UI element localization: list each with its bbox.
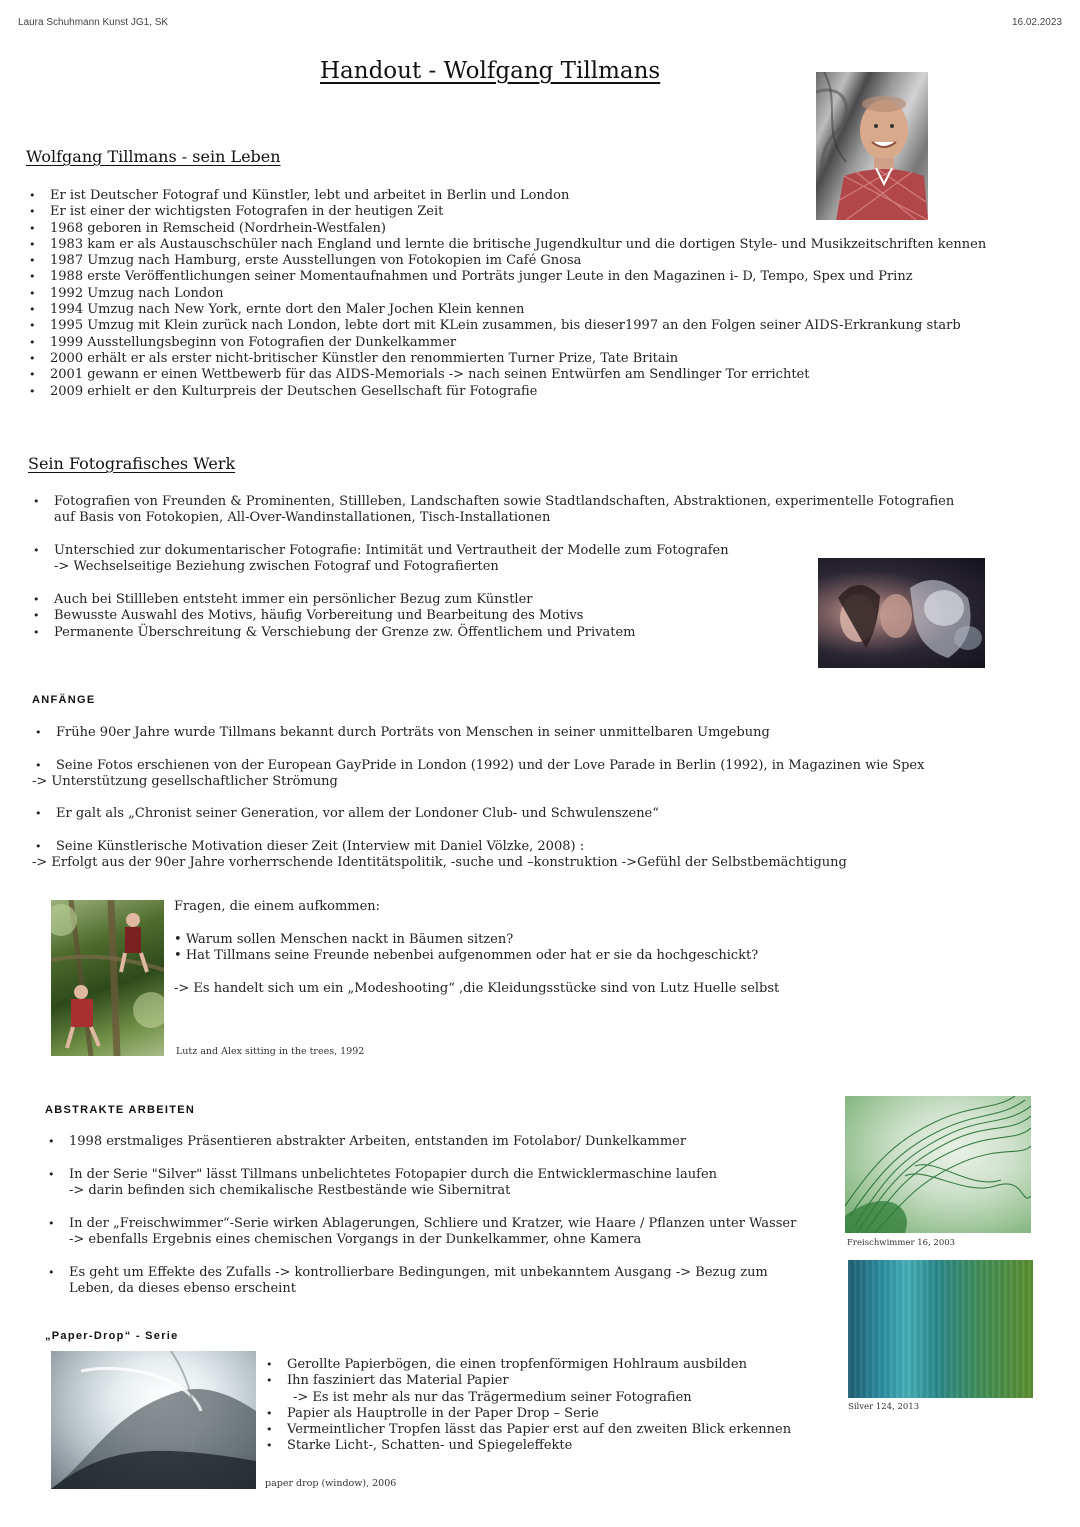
abstrakt-item-1: [45, 1134, 686, 1150]
anfaenge-item-1: [32, 725, 770, 741]
list-item: • 1999 Ausstellungsbeginn von Fotografien der Dunkelkammer: [26, 335, 986, 351]
anfaenge-item-4: [32, 839, 584, 855]
werk-item2-line1: Unterschied zur dokumentarischer Fotografie: Intimität und Vertrautheit der Modelle zum Fotografen: [54, 543, 729, 558]
abstrakt-item3-line2: -> ebenfalls Ergebnis eines chemischen Vorgangs in der Dunkelkammer, ohne Kamera: [69, 1232, 642, 1248]
list-item: [45, 1265, 768, 1298]
list-item: • 1994 Umzug nach New York, ernte dort den Maler Jochen Klein kennen: [26, 302, 986, 318]
trees-illustration: [51, 900, 164, 1056]
list-item: • Er ist einer der wichtigsten Fotografen in der heutigen Zeit: [26, 204, 986, 220]
freischwimmer-caption: Freischwimmer 16, 2003: [847, 1238, 956, 1248]
anfaenge-item-2-sub: -> Unterstützung gesellschaftlicher Strömung: [32, 774, 338, 789]
werk-list-2: [30, 543, 729, 576]
list-item: • 1992 Umzug nach London: [26, 286, 986, 302]
header-date: 16.02.2023: [1011, 17, 1062, 28]
section-heading-anfaenge: ANFÄNGE: [32, 694, 96, 706]
list-item: • Starke Licht-, Schatten- und Spiegeleffekte: [263, 1438, 791, 1454]
list-item: • 1968 geboren in Remscheid (Nordrhein-Westfalen): [26, 221, 986, 237]
list-item: • 1987 Umzug nach Hamburg, erste Ausstellungen von Fotokopien im Café Gnosa: [26, 253, 986, 269]
abstrakt-item4-line1: Es geht um Effekte des Zufalls -> kontrollierbare Bedingungen, mit unbekanntem Ausgang -> Bezug zum: [69, 1265, 768, 1280]
section-heading-paperdrop: „Paper-Drop“ - Serie: [45, 1330, 179, 1342]
list-item: [30, 494, 954, 527]
list-item: • 2001 gewann er einen Wettbewerb für das AIDS-Memorials -> nach seinen Entwürfen am Sendlinger Tor errichtet: [26, 367, 986, 383]
werk-list-1: [30, 494, 954, 527]
werk-item1-line1: Fotografien von Freunden & Prominenten, Stillleben, Landschaften sowie Stadtlandschaften, Abstraktionen, experimentelle Fotografien: [54, 494, 955, 509]
frage-2: • Hat Tillmans seine Freunde nebenbei aufgenommen oder hat er sie da hochgeschickt?: [174, 948, 759, 963]
list-item: • 2000 erhält er als erster nicht-britischer Künstler den renommierten Turner Prize, Tate Britain: [26, 351, 986, 367]
list-item: • Er ist Deutscher Fotograf und Künstler, lebt und arbeitet in Berlin und London: [26, 188, 986, 204]
frage-1-text: Warum sollen Menschen nackt in Bäumen sitzen?: [185, 932, 514, 947]
list-item: • 1983 kam er als Austauschschüler nach England und lernte die britische Jugendkultur und die dortigen Style- und Musikzeitschriften kennen: [26, 237, 986, 253]
list-item: • 1995 Umzug mit Klein zurück nach London, lebte dort mit KLein zusammen, bis dieser1997 an den Folgen seiner AIDS-Erkrankung starb: [26, 318, 986, 334]
paperdrop-caption: paper drop (window), 2006: [265, 1478, 397, 1489]
abstrakt-item-3: [45, 1216, 796, 1249]
section-heading-werk: Sein Fotografisches Werk: [28, 454, 236, 473]
leben-list: [26, 188, 986, 400]
list-item: • Permanente Überschreitung & Verschiebung der Grenze zw. Öffentlichem und Privatem: [30, 625, 636, 641]
section-heading-abstrakt: ABSTRAKTE ARBEITEN: [45, 1104, 196, 1116]
list-item: [45, 1216, 796, 1249]
list-item: • Vermeintlicher Tropfen lässt das Papier erst auf den zweiten Blick erkennen: [263, 1422, 791, 1438]
silver-texture: [848, 1260, 1033, 1398]
paperdrop-illustration: [51, 1351, 256, 1489]
list-item: [263, 1373, 791, 1406]
list-item: • 1988 erste Veröffentlichungen seiner Momentaufnahmen und Porträts junger Leute in den Magazinen i- D, Tempo, Spex und Prinz: [26, 269, 986, 285]
freischwimmer-illustration: [845, 1096, 1031, 1233]
fragen-title: Fragen, die einem aufkommen:: [174, 899, 381, 914]
trees-caption: Lutz and Alex sitting in the trees, 1992: [176, 1046, 365, 1057]
list-item: • Frühe 90er Jahre wurde Tillmans bekannt durch Porträts von Menschen in seiner unmittelbaren Umgebung: [32, 725, 770, 741]
list-item: [45, 1167, 717, 1200]
list-item: • 2009 erhielt er den Kulturpreis der Deutschen Gesellschaft für Fotografie: [26, 384, 986, 400]
anfaenge-item-2: [32, 758, 924, 774]
list-item: • 1998 erstmaliges Präsentieren abstrakter Arbeiten, entstanden im Fotolabor/ Dunkelkammer: [45, 1134, 686, 1150]
list-item: • Bewusste Auswahl des Motivs, häufig Vorbereitung und Bearbeitung des Motivs: [30, 608, 636, 624]
anfaenge-item-3: [32, 806, 659, 822]
freischwimmer-image: [845, 1096, 1031, 1233]
anfaenge-item-4-sub: -> Erfolgt aus der 90er Jahre vorherrschende Identitätspolitik, -suche und –konstruktion ->Gefühl der Selbstbemächtigung: [32, 855, 847, 870]
abstrakt-item3-line1: In der „Freischwimmer“-Serie wirken Ablagerungen, Schliere und Kratzer, wie Haare / Pflanzen unter Wasser: [69, 1216, 797, 1231]
list-item: [30, 543, 729, 576]
paperdrop-item2-text: Ihn fasziniert das Material Papier: [287, 1373, 509, 1389]
frage-1: • Warum sollen Menschen nackt in Bäumen sitzen?: [174, 932, 514, 947]
paperdrop-item2-sub: -> Es ist mehr als nur das Trägermedium seiner Fotografien: [293, 1389, 692, 1405]
werk-list-3: [30, 592, 636, 641]
list-item: • Seine Künstlerische Motivation dieser Zeit (Interview mit Daniel Völzke, 2008) :: [32, 839, 584, 855]
friends-illustration: [818, 558, 985, 668]
paperdrop-list: [263, 1357, 791, 1455]
abstrakt-item4-line2: Leben, da dieses ebenso erscheint: [69, 1281, 296, 1297]
abstrakt-item-2: [45, 1167, 717, 1200]
werk-item2-line2: -> Wechselseitige Beziehung zwischen Fotograf und Fotografierten: [54, 559, 499, 575]
friends-photo: [818, 558, 985, 668]
werk-item1-line2: auf Basis von Fotokopien, All-Over-Wandinstallationen, Tisch-Installationen: [54, 510, 551, 526]
paperdrop-image: [51, 1351, 256, 1489]
abstrakt-item2-line1: In der Serie "Silver" lässt Tillmans unbelichtetes Fotopapier durch die Entwicklermaschine laufen: [69, 1167, 718, 1182]
silver-image: [848, 1260, 1033, 1398]
list-item: • Seine Fotos erschienen von der European GayPride in London (1992) und der Love Parade in Berlin (1992), in Magazinen wie Spex: [32, 758, 924, 774]
header-author: Laura Schuhmann Kunst JG1, SK: [18, 17, 169, 28]
list-item: • Papier als Hauptrolle in der Paper Drop – Serie: [263, 1406, 791, 1422]
abstrakt-item2-line2: -> darin befinden sich chemikalische Restbestände wie Sibernitrat: [69, 1183, 511, 1199]
silver-caption: Silver 124, 2013: [848, 1402, 920, 1412]
section-heading-leben: Wolfgang Tillmans - sein Leben: [26, 147, 281, 166]
list-item: • Er galt als „Chronist seiner Generation, vor allem der Londoner Club- und Schwulenszene“: [32, 806, 659, 822]
fragen-answer: -> Es handelt sich um ein „Modeshooting“ ,die Kleidungsstücke sind von Lutz Huelle selbst: [174, 981, 780, 996]
trees-photo: [51, 900, 164, 1056]
abstrakt-item-4: [45, 1265, 768, 1298]
frage-2-text: Hat Tillmans seine Freunde nebenbei aufgenommen oder hat er sie da hochgeschickt?: [185, 948, 759, 963]
page-title: Handout - Wolfgang Tillmans: [320, 58, 661, 84]
list-item: • Auch bei Stillleben entsteht immer ein persönlicher Bezug zum Künstler: [30, 592, 636, 608]
list-item: • Gerollte Papierbögen, die einen tropfenförmigen Hohlraum ausbilden: [263, 1357, 791, 1373]
